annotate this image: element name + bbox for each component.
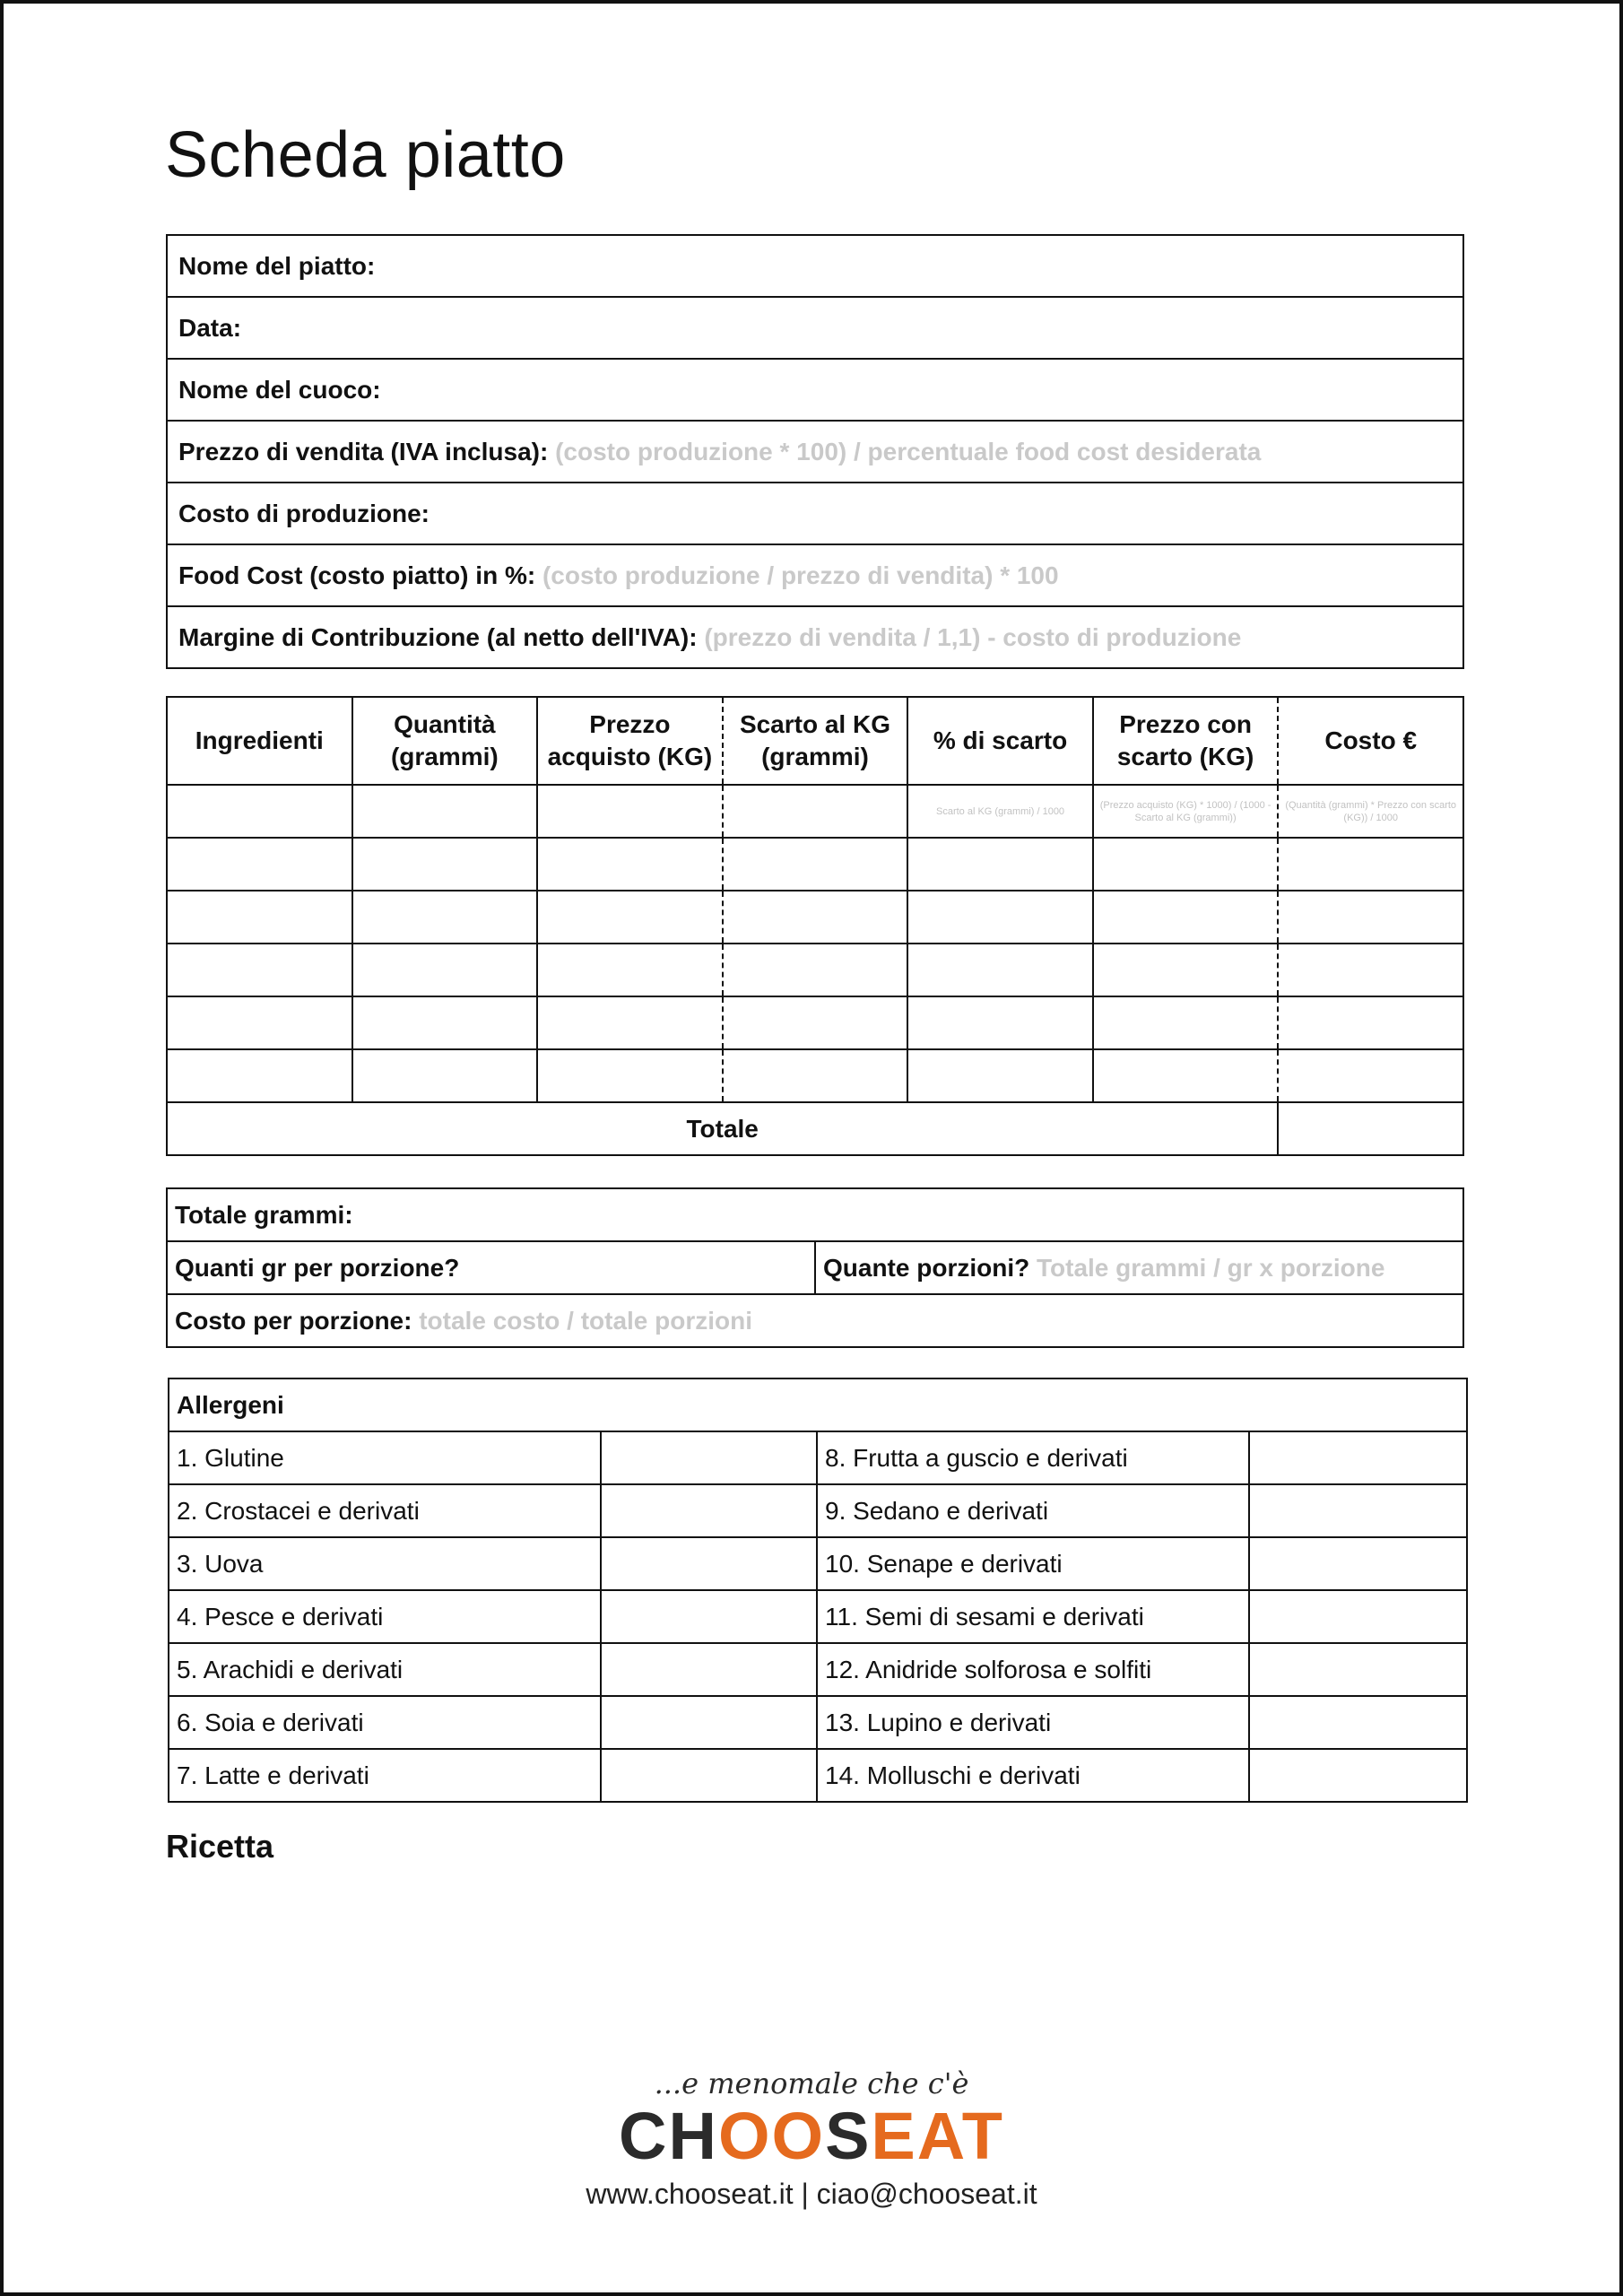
allergen-label: 7. Latte e derivati [169, 1749, 601, 1802]
info-row [167, 235, 1463, 297]
info-hint-prezzo-vendita: (costo produzione * 100) / percentuale food cost desiderata [555, 437, 1262, 465]
col-header-ingredienti: Ingredienti [167, 697, 352, 785]
total-label: Totale [167, 1102, 1278, 1155]
info-label-margine: Margine di Contribuzione (al netto dell'IVA): [178, 622, 698, 651]
info-cell[interactable] [167, 544, 1463, 606]
price-cell[interactable] [537, 996, 723, 1049]
portions-table [166, 1187, 1464, 1348]
waste-price-cell[interactable] [1093, 1049, 1279, 1102]
total-grams-cell[interactable] [167, 1188, 1463, 1241]
info-row [167, 483, 1463, 544]
allergen-row [169, 1749, 1467, 1802]
percent-cell[interactable] [907, 891, 1093, 944]
quantity-cell[interactable] [352, 944, 538, 996]
allergen-label: 6. Soia e derivati [169, 1696, 601, 1749]
waste-cell[interactable] [723, 838, 908, 891]
logo-text-ch: CH [619, 2099, 718, 2173]
allergen-row [169, 1590, 1467, 1643]
col-header-costo: Costo € [1278, 697, 1463, 785]
ingredient-row [167, 996, 1463, 1049]
allergen-label: 4. Pesce e derivati [169, 1590, 601, 1643]
waste-price-cell[interactable] [1093, 838, 1279, 891]
ingredients-header-row [167, 697, 1463, 785]
allergen-label: 11. Semi di sesami e derivati [817, 1590, 1249, 1643]
ingredient-row [167, 838, 1463, 891]
allergen-check-cell[interactable] [1249, 1696, 1467, 1749]
ingredient-row [167, 785, 1463, 838]
allergen-label: 13. Lupino e derivati [817, 1696, 1249, 1749]
price-cell[interactable] [537, 1049, 723, 1102]
info-row [167, 421, 1463, 483]
allergen-row [169, 1696, 1467, 1749]
col-header-scarto: Scarto al KG (grammi) [723, 697, 908, 785]
allergen-label: 14. Molluschi e derivati [817, 1749, 1249, 1802]
allergen-check-cell[interactable] [1249, 1484, 1467, 1537]
waste-cell[interactable] [723, 785, 908, 838]
allergen-row [169, 1484, 1467, 1537]
allergen-check-cell[interactable] [601, 1590, 817, 1643]
ingredient-row [167, 1049, 1463, 1102]
grams-per-portion-label: Quanti gr per porzione? [175, 1253, 460, 1282]
cost-cell[interactable] [1278, 838, 1463, 891]
allergen-check-cell[interactable] [1249, 1431, 1467, 1484]
portions-row [167, 1188, 1463, 1241]
allergen-check-cell[interactable] [601, 1537, 817, 1590]
allergen-check-cell[interactable] [601, 1643, 817, 1696]
info-row [167, 297, 1463, 359]
waste-price-cell[interactable] [1093, 944, 1279, 996]
quantity-cell[interactable] [352, 996, 538, 1049]
total-grams-label: Totale grammi: [175, 1200, 353, 1229]
allergen-label: 10. Senape e derivati [817, 1537, 1249, 1590]
page-title: Scheda piatto [165, 119, 566, 191]
allergen-label: 3. Uova [169, 1537, 601, 1590]
ingredient-cell[interactable] [167, 891, 352, 944]
cost-per-portion-hint: totale costo / totale porzioni [419, 1306, 753, 1335]
waste-cell[interactable] [723, 944, 908, 996]
col-header-prezzo-con-scarto: Prezzo con scarto (KG) [1093, 697, 1279, 785]
cost-per-portion-cell[interactable] [167, 1294, 1463, 1347]
cost-cell[interactable] [1278, 1049, 1463, 1102]
col-header-prezzo-acquisto: Prezzo acquisto (KG) [537, 697, 723, 785]
col-header-quantita: Quantità (grammi) [352, 697, 538, 785]
price-cell[interactable] [537, 944, 723, 996]
price-cell[interactable] [537, 785, 723, 838]
percent-cell[interactable] [907, 996, 1093, 1049]
portions-row [167, 1294, 1463, 1347]
col-header-percentuale-scarto: % di scarto [907, 697, 1093, 785]
waste-cell[interactable] [723, 1049, 908, 1102]
formula-prezzo-con-scarto: (Prezzo acquisto (KG) * 1000) / (1000 - Scarto al KG (grammi)) [1093, 785, 1279, 838]
allergen-check-cell[interactable] [1249, 1537, 1467, 1590]
logo-text-s: S [825, 2099, 872, 2173]
info-cell[interactable] [167, 359, 1463, 421]
info-label-nome-cuoco: Nome del cuoco: [178, 375, 381, 404]
footer-contacts[interactable]: www.chooseat.it | ciao@chooseat.it [586, 2178, 1037, 2210]
cost-per-portion-label: Costo per porzione: [175, 1306, 412, 1335]
portions-row [167, 1241, 1463, 1294]
allergen-check-cell[interactable] [1249, 1643, 1467, 1696]
portions-count-cell[interactable] [815, 1241, 1463, 1294]
cost-cell[interactable] [1278, 891, 1463, 944]
allergen-label: 5. Arachidi e derivati [169, 1643, 601, 1696]
info-cell[interactable] [167, 606, 1463, 668]
allergen-row [169, 1431, 1467, 1484]
allergen-label: 1. Glutine [169, 1431, 601, 1484]
info-cell[interactable] [167, 297, 1463, 359]
waste-cell[interactable] [723, 891, 908, 944]
allergen-check-cell[interactable] [601, 1749, 817, 1802]
info-label-nome-piatto: Nome del piatto: [178, 251, 376, 280]
allergen-row [169, 1537, 1467, 1590]
formula-costo: (Quantità (grammi) * Prezzo con scarto (KG)) / 1000 [1278, 785, 1463, 838]
price-cell[interactable] [537, 891, 723, 944]
quantity-cell[interactable] [352, 891, 538, 944]
cost-cell[interactable] [1278, 996, 1463, 1049]
price-cell[interactable] [537, 838, 723, 891]
waste-price-cell[interactable] [1093, 891, 1279, 944]
recipe-heading: Ricetta [166, 1828, 274, 1865]
logo-text-eat: EAT [871, 2099, 1004, 2173]
allergen-check-cell[interactable] [601, 1484, 817, 1537]
chooseat-logo [4, 2100, 1619, 2172]
allergens-header-row [169, 1378, 1467, 1431]
info-cell[interactable] [167, 421, 1463, 483]
info-label-data: Data: [178, 313, 242, 342]
grams-per-portion-cell[interactable] [167, 1241, 815, 1294]
allergen-check-cell[interactable] [1249, 1590, 1467, 1643]
allergen-label: 9. Sedano e derivati [817, 1484, 1249, 1537]
ingredient-cell[interactable] [167, 785, 352, 838]
info-row [167, 544, 1463, 606]
quantity-cell[interactable] [352, 785, 538, 838]
allergen-label: 2. Crostacei e derivati [169, 1484, 601, 1537]
waste-price-cell[interactable] [1093, 996, 1279, 1049]
total-cost-cell[interactable] [1278, 1102, 1463, 1155]
ingredients-total-row [167, 1102, 1463, 1155]
portions-count-label: Quante porzioni? [823, 1253, 1030, 1282]
ingredient-cell[interactable] [167, 838, 352, 891]
cost-cell[interactable] [1278, 944, 1463, 996]
allergen-label: 8. Frutta a guscio e derivati [817, 1431, 1249, 1484]
formula-percent-scarto: Scarto al KG (grammi) / 1000 [907, 785, 1093, 838]
ingredient-cell[interactable] [167, 1049, 352, 1102]
info-row [167, 606, 1463, 668]
info-hint-margine: (prezzo di vendita / 1,1) - costo di produzione [704, 622, 1242, 651]
info-label-prezzo-vendita: Prezzo di vendita (IVA inclusa): [178, 437, 549, 465]
percent-cell[interactable] [907, 838, 1093, 891]
allergen-check-cell[interactable] [601, 1431, 817, 1484]
info-cell[interactable] [167, 235, 1463, 297]
allergens-title: Allergeni [169, 1378, 1467, 1431]
waste-cell[interactable] [723, 996, 908, 1049]
quantity-cell[interactable] [352, 838, 538, 891]
allergen-check-cell[interactable] [601, 1696, 817, 1749]
info-hint-food-cost: (costo produzione / prezzo di vendita) * 100 [542, 561, 1059, 589]
ingredients-table [166, 696, 1464, 1156]
allergens-table [168, 1378, 1468, 1803]
logo-tagline: ...e menomale che c'è [654, 2066, 969, 2100]
info-label-food-cost: Food Cost (costo piatto) in %: [178, 561, 536, 589]
dish-info-table [166, 234, 1464, 669]
percent-cell[interactable] [907, 1049, 1093, 1102]
ingredient-row [167, 891, 1463, 944]
info-cell[interactable] [167, 483, 1463, 544]
allergen-check-cell[interactable] [1249, 1749, 1467, 1802]
logo-text-oo: OO [717, 2099, 826, 2173]
quantity-cell[interactable] [352, 1049, 538, 1102]
ingredient-cell[interactable] [167, 996, 352, 1049]
percent-cell[interactable] [907, 944, 1093, 996]
info-row [167, 359, 1463, 421]
portions-count-hint: Totale grammi / gr x porzione [1037, 1253, 1385, 1282]
allergen-label: 12. Anidride solforosa e solfiti [817, 1643, 1249, 1696]
ingredient-cell[interactable] [167, 944, 352, 996]
allergen-row [169, 1643, 1467, 1696]
ingredient-row [167, 944, 1463, 996]
info-label-costo-produzione: Costo di produzione: [178, 499, 430, 527]
